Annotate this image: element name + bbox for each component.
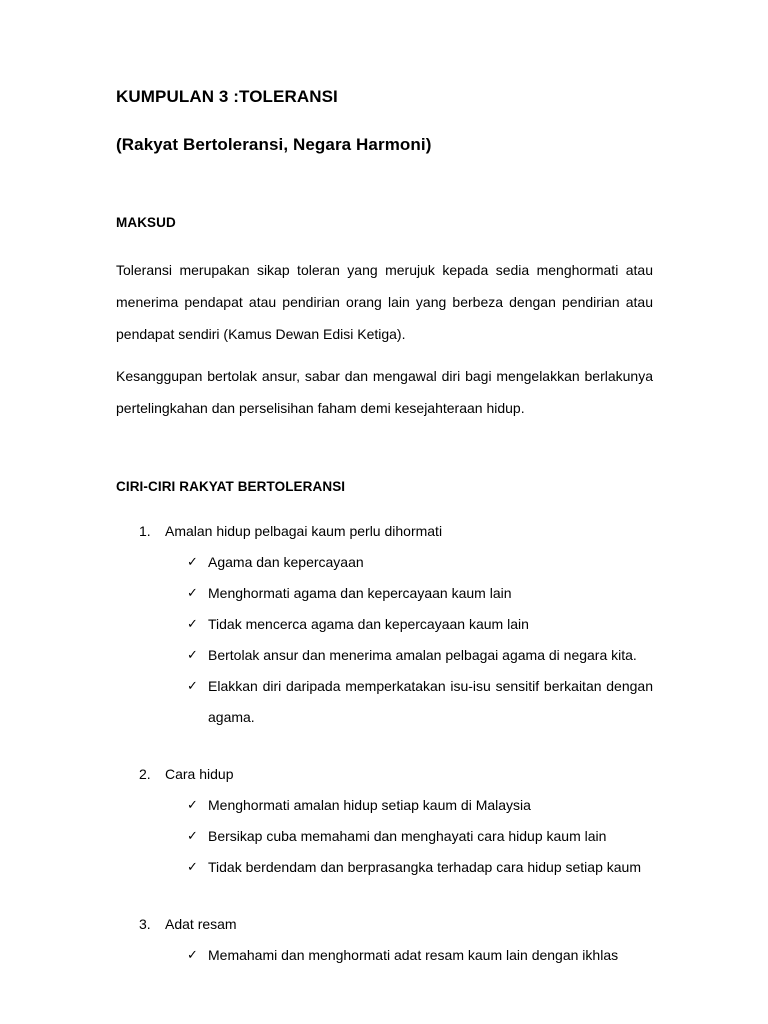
list-item <box>116 516 653 733</box>
sublist-item-label: Agama dan kepercayaan <box>208 554 364 570</box>
check-icon: ✓ <box>187 829 198 844</box>
sublist-item-label: Memahami dan menghormati adat resam kaum lain dengan ikhlas <box>208 947 619 963</box>
checkmark-sublist <box>116 547 653 733</box>
list-item <box>116 852 653 883</box>
document-body <box>116 86 653 971</box>
list-item <box>116 578 653 609</box>
sublist-item-label: Menghormati amalan hidup setiap kaum di Malaysia <box>208 797 531 813</box>
numbered-entry <box>116 516 653 547</box>
section-heading-ciri-ciri: CIRI-CIRI RAKYAT BERTOLERANSI <box>116 479 346 494</box>
list-item <box>116 790 653 821</box>
list-item <box>116 940 653 971</box>
page-title: KUMPULAN 3 :TOLERANSI <box>116 87 338 106</box>
ciri-ciri-list <box>116 516 653 971</box>
sublist-item-label: Tidak berdendam dan berprasangka terhadap cara hidup setiap kaum <box>208 859 641 875</box>
sublist-item-label: Elakkan diri daripada memperkatakan isu-isu sensitif berkaitan dengan agama. <box>208 678 653 725</box>
sublist-item-label: Bersikap cuba memahami dan menghayati cara hidup kaum lain <box>208 828 607 844</box>
list-item-label: Cara hidup <box>165 766 234 782</box>
maksud-paragraph-1: Toleransi merupakan sikap toleran yang merujuk kepada sedia menghormati atau menerima pendapat atau pendirian orang lain yang berbeza dengan pendirian atau pendapat sendiri (Kamus Dewan Edisi Ketiga). <box>116 262 653 342</box>
check-icon: ✓ <box>187 555 198 570</box>
list-item <box>116 609 653 640</box>
list-item <box>116 909 653 971</box>
check-icon: ✓ <box>187 948 198 963</box>
check-icon: ✓ <box>187 798 198 813</box>
list-item <box>116 547 653 578</box>
checkmark-sublist <box>116 790 653 883</box>
list-number: 1. <box>139 523 151 539</box>
maksud-paragraph-2: Kesanggupan bertolak ansur, sabar dan mengawal diri bagi mengelakkan berlakunya pertelingkahan dan perselisihan faham demi kesejahteraan hidup. <box>116 368 653 416</box>
sublist-item-label: Tidak mencerca agama dan kepercayaan kaum lain <box>208 616 529 632</box>
sublist-item-label: Bertolak ansur dan menerima amalan pelbagai agama di negara kita. <box>208 647 637 663</box>
list-number: 2. <box>139 766 151 782</box>
list-item <box>116 821 653 852</box>
page-subtitle: (Rakyat Bertoleransi, Negara Harmoni) <box>116 135 432 154</box>
list-item-label: Adat resam <box>165 916 237 932</box>
check-icon: ✓ <box>187 860 198 875</box>
checkmark-sublist <box>116 940 653 971</box>
check-icon: ✓ <box>187 679 198 694</box>
section-heading-maksud: MAKSUD <box>116 215 176 230</box>
list-number: 3. <box>139 916 151 932</box>
sublist-item-label: Menghormati agama dan kepercayaan kaum lain <box>208 585 512 601</box>
numbered-entry <box>116 759 653 790</box>
numbered-entry <box>116 909 653 940</box>
list-item <box>116 640 653 671</box>
check-icon: ✓ <box>187 586 198 601</box>
check-icon: ✓ <box>187 648 198 663</box>
list-item-label: Amalan hidup pelbagai kaum perlu dihormati <box>165 523 443 539</box>
list-item <box>116 671 653 733</box>
check-icon: ✓ <box>187 617 198 632</box>
list-item <box>116 759 653 883</box>
